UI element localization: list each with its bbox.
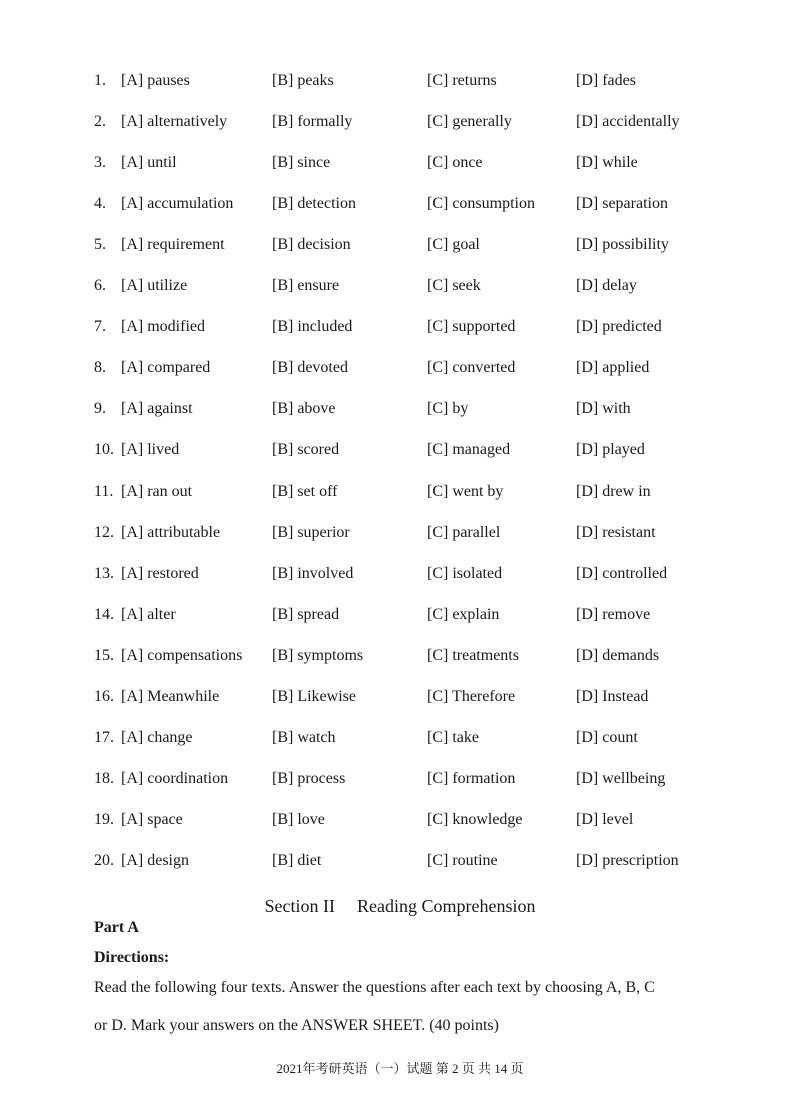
option-text: take <box>452 728 479 746</box>
option-letter: [D] <box>576 236 599 254</box>
option-letter: [A] <box>121 195 144 213</box>
option-b <box>272 643 363 669</box>
option-c <box>427 479 503 505</box>
option-text: compensations <box>147 646 243 664</box>
option-text: accidentally <box>602 113 680 131</box>
option-b <box>272 68 334 94</box>
option-c <box>427 725 479 751</box>
option-text: watch <box>297 728 336 746</box>
question-number: 7. <box>94 318 106 336</box>
option-d <box>576 684 648 710</box>
option-a <box>121 314 205 340</box>
option-letter: [D] <box>576 154 599 172</box>
option-letter: [D] <box>576 482 599 500</box>
option-b <box>272 684 356 710</box>
option-text: modified <box>147 318 205 336</box>
option-text: separation <box>602 195 668 213</box>
section-label: Section II <box>264 896 335 916</box>
option-letter: [A] <box>121 482 144 500</box>
option-text: Instead <box>602 687 649 705</box>
option-text: delay <box>602 277 637 295</box>
option-a <box>121 68 190 94</box>
option-d <box>576 643 659 669</box>
option-letter: [C] <box>427 113 449 131</box>
page-footer: 2021年考研英语（一）试题 第 2 页 共 14 页 <box>276 1061 524 1076</box>
option-text: scored <box>297 441 340 459</box>
option-b <box>272 602 339 628</box>
option-text: design <box>147 851 189 869</box>
option-text: included <box>297 318 353 336</box>
option-letter: [B] <box>272 482 294 500</box>
option-text: managed <box>452 441 511 459</box>
option-a <box>121 355 210 381</box>
option-d <box>576 150 638 176</box>
option-d <box>576 766 665 792</box>
option-letter: [A] <box>121 400 144 418</box>
option-text: consumption <box>452 195 535 213</box>
option-text: utilize <box>147 277 188 295</box>
option-text: formation <box>452 769 516 787</box>
question-number: 14. <box>94 605 114 623</box>
option-text: demands <box>602 646 660 664</box>
question-number: 9. <box>94 400 106 418</box>
question-row <box>0 273 800 299</box>
option-letter: [C] <box>427 646 449 664</box>
question-row <box>0 109 800 135</box>
option-text: accumulation <box>147 195 234 213</box>
option-c <box>427 807 523 833</box>
question-row <box>0 232 800 258</box>
option-text: against <box>147 400 193 418</box>
option-a <box>121 725 193 751</box>
option-b <box>272 150 330 176</box>
option-d <box>576 725 638 751</box>
option-letter: [D] <box>576 523 599 541</box>
option-letter: [D] <box>576 851 599 869</box>
option-c <box>427 766 515 792</box>
option-letter: [D] <box>576 687 599 705</box>
option-text: devoted <box>297 359 348 377</box>
option-a <box>121 561 199 587</box>
option-letter: [D] <box>576 810 599 828</box>
option-letter: [A] <box>121 605 144 623</box>
option-letter: [D] <box>576 564 599 582</box>
question-number: 11. <box>94 482 114 500</box>
option-letter: [B] <box>272 400 294 418</box>
question-number: 17. <box>94 728 114 746</box>
option-letter: [C] <box>427 769 449 787</box>
option-letter: [D] <box>576 400 599 418</box>
directions-line-2: or D. Mark your answers on the ANSWER SHEET. (40 points) <box>94 1017 499 1034</box>
option-text: by <box>452 400 469 418</box>
option-letter: [C] <box>427 482 449 500</box>
option-letter: [C] <box>427 810 449 828</box>
option-text: supported <box>452 318 516 336</box>
option-d <box>576 109 680 135</box>
option-c <box>427 150 483 176</box>
option-text: diet <box>297 851 322 869</box>
option-b <box>272 520 350 546</box>
option-text: with <box>602 400 631 418</box>
option-text: restored <box>147 564 199 582</box>
option-letter: [C] <box>427 154 449 172</box>
option-c <box>427 232 480 258</box>
option-b <box>272 479 337 505</box>
option-letter: [C] <box>427 687 449 705</box>
option-text: requirement <box>147 236 225 254</box>
option-d <box>576 848 679 874</box>
option-text: above <box>297 400 336 418</box>
option-letter: [C] <box>427 359 449 377</box>
option-letter: [D] <box>576 646 599 664</box>
option-letter: [D] <box>576 769 599 787</box>
question-row <box>0 191 800 217</box>
option-letter: [C] <box>427 728 449 746</box>
option-letter: [B] <box>272 523 294 541</box>
part-heading: Part A <box>94 919 139 936</box>
question-number: 20. <box>94 851 114 869</box>
option-letter: [B] <box>272 113 294 131</box>
option-letter: [C] <box>427 851 449 869</box>
option-b <box>272 355 348 381</box>
option-letter: [A] <box>121 564 144 582</box>
option-text: remove <box>602 605 651 623</box>
option-b <box>272 273 339 299</box>
option-text: level <box>602 810 634 828</box>
option-letter: [D] <box>576 72 599 89</box>
option-text: since <box>297 154 331 172</box>
option-d <box>576 479 651 505</box>
option-text: once <box>452 154 483 172</box>
option-letter: [A] <box>121 646 144 664</box>
option-b <box>272 848 321 874</box>
option-text: converted <box>452 359 516 377</box>
option-letter: [D] <box>576 359 599 377</box>
question-row <box>0 766 800 792</box>
option-letter: [A] <box>121 113 144 131</box>
option-text: superior <box>297 523 350 541</box>
option-text: while <box>602 154 638 172</box>
option-letter: [B] <box>272 72 294 89</box>
option-letter: [B] <box>272 646 294 664</box>
option-letter: [B] <box>272 605 294 623</box>
option-c <box>427 848 498 874</box>
option-text: fades <box>602 72 636 89</box>
question-row <box>0 355 800 381</box>
section-heading <box>0 896 800 917</box>
option-letter: [C] <box>427 605 449 623</box>
option-letter: [B] <box>272 687 294 705</box>
option-letter: [D] <box>576 195 599 213</box>
question-row <box>0 314 800 340</box>
option-c <box>427 602 499 628</box>
option-text: until <box>147 154 177 172</box>
option-letter: [D] <box>576 113 599 131</box>
option-text: change <box>147 728 193 746</box>
option-b <box>272 766 345 792</box>
option-text: controlled <box>602 564 668 582</box>
option-c <box>427 314 515 340</box>
option-text: ensure <box>297 277 340 295</box>
option-text: drew in <box>602 482 651 500</box>
option-text: applied <box>602 359 650 377</box>
option-c <box>427 68 497 94</box>
option-letter: [B] <box>272 728 294 746</box>
option-text: Meanwhile <box>147 687 220 705</box>
option-c <box>427 561 502 587</box>
option-a <box>121 848 189 874</box>
question-row <box>0 150 800 176</box>
option-a <box>121 807 183 833</box>
option-b <box>272 191 356 217</box>
question-number: 15. <box>94 646 114 664</box>
option-c <box>427 355 515 381</box>
option-text: isolated <box>452 564 503 582</box>
option-b <box>272 232 351 258</box>
question-number: 3. <box>94 154 106 172</box>
question-row <box>0 684 800 710</box>
option-letter: [A] <box>121 441 144 459</box>
option-letter: [A] <box>121 277 144 295</box>
option-c <box>427 520 500 546</box>
option-letter: [B] <box>272 236 294 254</box>
option-c <box>427 643 519 669</box>
option-letter: [B] <box>272 564 294 582</box>
option-text: attributable <box>147 523 221 541</box>
option-letter: [B] <box>272 318 294 336</box>
option-c <box>427 109 512 135</box>
option-text: predicted <box>602 318 662 336</box>
option-letter: [D] <box>576 728 599 746</box>
question-row <box>0 848 800 874</box>
option-letter: [B] <box>272 154 294 172</box>
directions-label: Directions: <box>94 949 170 966</box>
option-letter: [B] <box>272 769 294 787</box>
option-d <box>576 314 662 340</box>
option-c <box>427 191 535 217</box>
question-number: 2. <box>94 113 106 131</box>
option-b <box>272 725 336 751</box>
option-text: spread <box>297 605 340 623</box>
option-a <box>121 273 187 299</box>
option-text: wellbeing <box>602 769 666 787</box>
option-letter: [A] <box>121 72 144 89</box>
option-a <box>121 150 177 176</box>
option-c <box>427 396 468 422</box>
question-number: 16. <box>94 687 114 705</box>
option-text: possibility <box>602 236 669 254</box>
option-b <box>272 314 352 340</box>
option-text: symptoms <box>297 646 364 664</box>
option-d <box>576 437 645 463</box>
question-row <box>0 561 800 587</box>
option-letter: [A] <box>121 523 144 541</box>
option-d <box>576 807 633 833</box>
option-letter: [A] <box>121 359 144 377</box>
option-letter: [C] <box>427 564 449 582</box>
option-d <box>576 191 668 217</box>
option-text: played <box>602 441 645 459</box>
option-letter: [C] <box>427 72 449 89</box>
option-a <box>121 396 193 422</box>
option-letter: [C] <box>427 236 449 254</box>
option-text: prescription <box>602 851 679 869</box>
option-b <box>272 807 325 833</box>
option-text: returns <box>452 72 497 89</box>
question-row <box>0 68 800 94</box>
option-text: went by <box>452 482 504 500</box>
option-letter: [B] <box>272 851 294 869</box>
option-a <box>121 766 228 792</box>
option-d <box>576 68 636 94</box>
option-text: lived <box>147 441 180 459</box>
option-letter: [B] <box>272 277 294 295</box>
option-c <box>427 437 510 463</box>
option-text: detection <box>297 195 356 213</box>
option-letter: [A] <box>121 154 144 172</box>
option-text: process <box>297 769 346 787</box>
option-letter: [A] <box>121 851 144 869</box>
option-d <box>576 520 656 546</box>
option-a <box>121 109 227 135</box>
option-d <box>576 602 650 628</box>
option-text: routine <box>452 851 498 869</box>
option-text: treatments <box>452 646 519 664</box>
option-letter: [A] <box>121 236 144 254</box>
question-row <box>0 479 800 505</box>
question-number: 13. <box>94 564 114 582</box>
option-text: compared <box>147 359 211 377</box>
question-number: 5. <box>94 236 106 254</box>
question-number: 8. <box>94 359 106 377</box>
question-number: 1. <box>94 72 106 89</box>
option-d <box>576 396 631 422</box>
option-text: involved <box>297 564 354 582</box>
option-text: parallel <box>452 523 501 541</box>
question-row <box>0 643 800 669</box>
question-row <box>0 396 800 422</box>
directions-line-1: Read the following four texts. Answer the questions after each text by choosing A, B, C <box>94 979 655 996</box>
option-a <box>121 232 225 258</box>
option-letter: [A] <box>121 810 144 828</box>
option-text: count <box>602 728 638 746</box>
option-letter: [C] <box>427 400 449 418</box>
option-b <box>272 437 339 463</box>
option-text: goal <box>452 236 480 254</box>
option-d <box>576 232 669 258</box>
question-row <box>0 520 800 546</box>
option-letter: [D] <box>576 441 599 459</box>
option-text: coordination <box>147 769 229 787</box>
question-row <box>0 602 800 628</box>
option-letter: [C] <box>427 441 449 459</box>
option-b <box>272 396 336 422</box>
option-letter: [C] <box>427 195 449 213</box>
option-a <box>121 479 192 505</box>
option-letter: [A] <box>121 318 144 336</box>
option-text: peaks <box>297 72 334 89</box>
option-text: Therefore <box>452 687 516 705</box>
option-letter: [B] <box>272 810 294 828</box>
option-text: formally <box>297 113 353 131</box>
option-letter: [D] <box>576 277 599 295</box>
option-letter: [B] <box>272 359 294 377</box>
question-number: 12. <box>94 523 114 541</box>
option-d <box>576 561 667 587</box>
option-letter: [D] <box>576 318 599 336</box>
section-title: Reading Comprehension <box>357 896 536 916</box>
option-letter: [C] <box>427 277 449 295</box>
option-a <box>121 520 220 546</box>
option-text: knowledge <box>452 810 523 828</box>
question-number: 6. <box>94 277 106 295</box>
option-c <box>427 273 481 299</box>
option-letter: [C] <box>427 318 449 336</box>
question-number: 18. <box>94 769 114 787</box>
option-a <box>121 684 219 710</box>
option-text: set off <box>297 482 338 500</box>
option-letter: [D] <box>576 605 599 623</box>
option-text: pauses <box>147 72 190 89</box>
question-row <box>0 807 800 833</box>
option-letter: [A] <box>121 728 144 746</box>
option-text: love <box>297 810 325 828</box>
question-number: 4. <box>94 195 106 213</box>
option-a <box>121 191 233 217</box>
question-number: 19. <box>94 810 114 828</box>
option-text: Likewise <box>297 687 356 705</box>
option-text: alter <box>147 605 176 623</box>
option-letter: [B] <box>272 441 294 459</box>
option-text: resistant <box>602 523 656 541</box>
option-d <box>576 273 637 299</box>
option-a <box>121 437 179 463</box>
option-letter: [A] <box>121 769 144 787</box>
question-row <box>0 437 800 463</box>
option-b <box>272 561 353 587</box>
option-a <box>121 643 242 669</box>
option-text: alternatively <box>147 113 228 131</box>
option-text: ran out <box>147 482 193 500</box>
option-letter: [C] <box>427 523 449 541</box>
option-b <box>272 109 352 135</box>
option-c <box>427 684 515 710</box>
option-a <box>121 602 176 628</box>
option-letter: [A] <box>121 687 144 705</box>
option-letter: [B] <box>272 195 294 213</box>
option-d <box>576 355 649 381</box>
option-text: decision <box>297 236 351 254</box>
option-text: generally <box>452 113 512 131</box>
option-text: seek <box>452 277 481 295</box>
question-row <box>0 725 800 751</box>
option-text: explain <box>452 605 500 623</box>
option-text: space <box>147 810 183 828</box>
question-number: 10. <box>94 441 114 459</box>
